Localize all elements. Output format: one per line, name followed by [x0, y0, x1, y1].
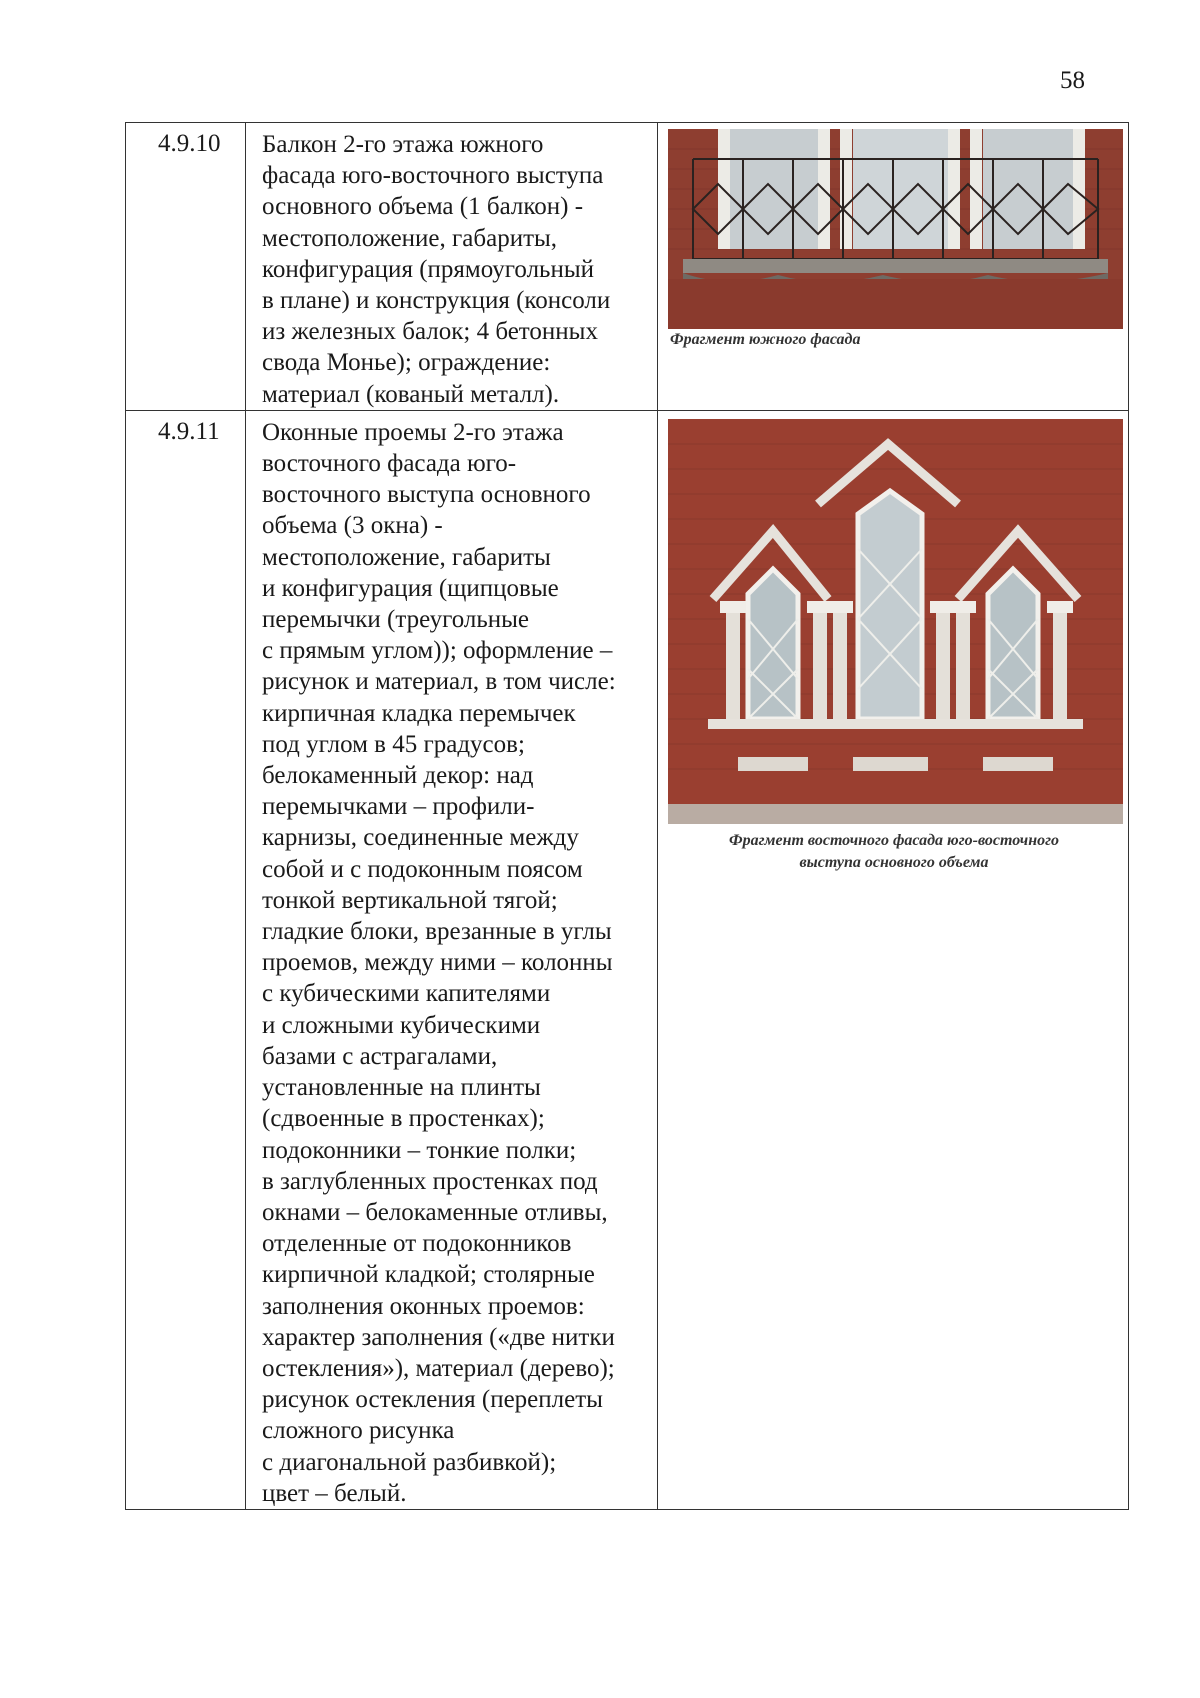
table-row [126, 123, 1129, 411]
row-description-cell [246, 410, 658, 1509]
row-number: 4.9.10 [158, 130, 221, 157]
row-number-cell [126, 410, 246, 1509]
row-photo-cell [658, 123, 1129, 411]
windows-photo [668, 419, 1123, 824]
row-description-cell [246, 123, 658, 411]
photo-caption-line-2: выступа основного объема [799, 853, 989, 871]
balcony-photo [668, 129, 1123, 329]
photo-caption: Фрагмент южного фасада [670, 331, 861, 348]
photo-caption-line-1: Фрагмент восточного фасада юго-восточного [729, 831, 1059, 849]
row-description: Оконные проемы 2-го этажа восточного фасада юго- восточного выступа основного объема (3 окна) - местоположение, габариты и конфигурация (щипцовые перемычки (треугольные с прямым углом)); оформление – рисунок и материал, в том числе: кирпичная кладка перемычек под углом в 45 градусов; белокаменный декор: над перемычками – профили- карнизы, соединенные между собой и с подоконным поясом тонкой вертикальной тягой; гладкие блоки, врезанные в углы проемов, между ними – колонны с кубическими капителями и сложными кубическими базами с астрагалами, установленные на плинты (сдвоенные в простенках); подоконники – тонкие полки; в заглубленных простенках под окнами – белокаменные отливы, отделенные от подоконников кирпичной кладкой; столярные заполнения оконных проемов: характер заполнения («две нитки остекления»), материал (дерево); рисунок остекления (переплеты сложного рисунка с диагональной разбивкой); цвет – белый. [262, 418, 616, 1507]
row-description: Балкон 2-го этажа южного фасада юго-восточного выступа основного объема (1 балкон) - местоположение, габариты, конфигурация (прямоугольный в плане) и конструкция (консоли из железных балок; 4 бетонных свода Монье); ограждение: материал (кованый металл). [262, 131, 611, 408]
heritage-table [125, 122, 1129, 1510]
table-row [126, 410, 1129, 1509]
row-number: 4.9.11 [158, 417, 220, 445]
page-number: 58 [1060, 67, 1085, 94]
row-number-cell [126, 123, 246, 411]
row-photo-cell [658, 410, 1129, 1509]
